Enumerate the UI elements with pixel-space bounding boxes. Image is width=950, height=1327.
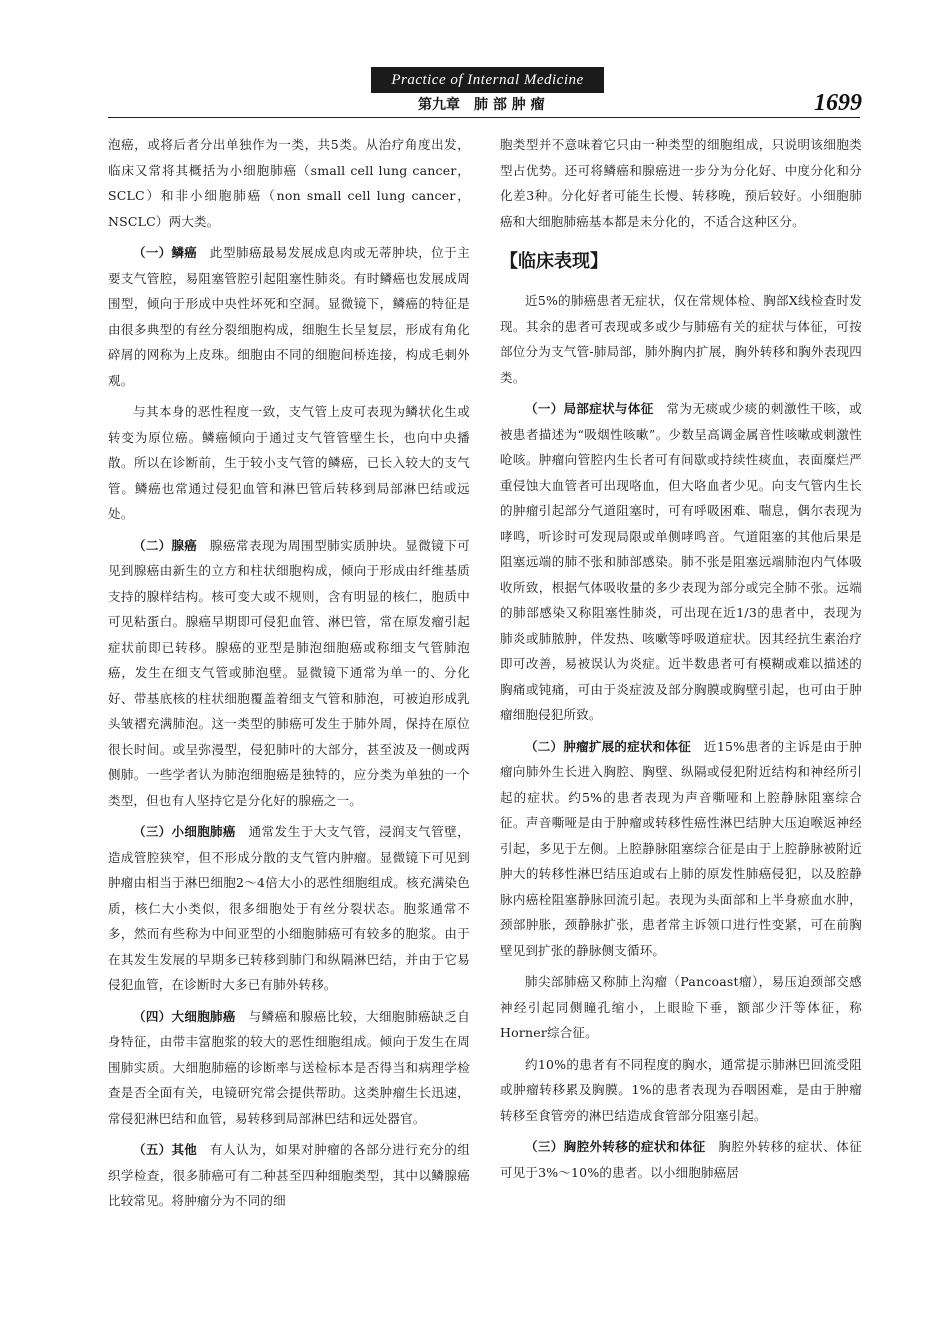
right-column	[500, 132, 862, 1292]
subheading: （三）小细胞肺癌	[133, 824, 236, 839]
paragraph	[500, 1134, 862, 1185]
subheading: （一）局部症状与体征	[525, 401, 654, 416]
paragraph-text: 近5%的肺癌患者无症状，仅在常规体检、胸部X线检查时发现。其余的患者可表现或多或少与肺癌有关的症状与体征，可按部位分为支气管-肺局部，肺外胸内扩展，胸外转移和胸外表现四类。	[500, 293, 862, 385]
paragraph-text: 腺癌常表现为周围型肺实质肿块。显微镜下可见到腺癌由新生的立方和柱状细胞构成，倾向于形成由纤维基质支持的腺样结构。核可变大或不规则，含有明显的核仁，胞质中可见粘蛋白。腺癌早期即可侵犯血管、淋巴管，常在原发瘤引起症状前即已转移。腺癌的亚型是肺泡细胞癌或称细支气管肺泡癌，发生在细支气管或肺泡壁。显微镜下通常为单一的、分化好、带基底核的柱状细胞覆盖着细支气管和肺泡，可被迫形成乳头皱褶充满肺泡。这一类型的肺癌可发生于肺外周，保持在原位很长时间。或呈弥漫型，侵犯肺叶的大部分，甚至波及一侧或两侧肺。一些学者认为肺泡细胞癌是独特的，应分类为单独的一个类型，但也有人坚持它是分化好的腺癌之一。	[108, 537, 470, 808]
paragraph-text: 约10%的患者有不同程度的胸水，通常提示肺淋巴回流受阻或肿瘤转移累及胸膜。1%的患者表现为吞咽困难，是由于肿瘤转移至食管旁的淋巴结造成食管部分阻塞引起。	[500, 1056, 862, 1123]
paragraph	[500, 396, 862, 728]
subheading: （四）大细胞肺癌	[133, 1008, 236, 1024]
paragraph	[108, 819, 470, 998]
subheading: （三）胸腔外转移的症状和体征	[525, 1139, 706, 1154]
paragraph	[500, 1052, 862, 1129]
paragraph-text: 近15%患者的主诉是由于肿瘤向肺外生长进入胸腔、胸壁、纵隔或侵犯附近结构和神经所引起的症状。约5%的患者表现为声音嘶哑和上腔静脉阻塞综合征。声音嘶哑是由于肿瘤或转移性癌性淋巴结肿大压迫喉返神经引起，多见于左侧。上腔静脉阻塞综合征是由于上腔静脉被附近肿大的转移性淋巴结压迫或右上肺的原发性肺癌侵犯，以及腔静脉内癌栓阻塞静脉回流引起。表现为头面部和上半身瘀血水肿，颈部肿胀，颈静脉扩张，患者常主诉领口进行性变紧，可在前胸壁见到扩张的静脉侧支循环。	[500, 738, 862, 958]
paragraph-text: 有人认为，如果对肿瘤的各部分进行充分的组织学检查，很多肺癌可有二种甚至四种细胞类型，其中以鳞腺癌比较常见。将肿瘤分为不同的细	[108, 1142, 470, 1208]
paragraph-text: 胞类型并不意味着它只由一种类型的细胞组成，只说明该细胞类型占优势。还可将鳞癌和腺癌进一步分为分化好、中度分化和分化差3种。分化好者可能生长慢、转移晚，预后较好。小细胞肺癌和大细胞肺癌基本都是未分化的，不适合这种区分。	[500, 137, 862, 229]
paragraph-text: 肺尖部肺癌又称肺上沟瘤（Pancoast瘤），易压迫颈部交感神经引起同侧瞳孔缩小，上眼睑下垂，额部少汗等体征，称Horner综合征。	[500, 974, 862, 1040]
journal-banner: Practice of Internal Medicine	[371, 67, 604, 93]
subheading: （二）肿瘤扩展的症状和体征	[525, 738, 692, 754]
paragraph-text: 胸腔外转移的症状、体征可见于3%～10%的患者。以小细胞肺癌居	[500, 1139, 862, 1180]
paragraph	[500, 288, 862, 390]
subheading: （五）其他	[133, 1142, 198, 1157]
paragraph	[500, 132, 862, 234]
paragraph	[108, 1137, 470, 1214]
paragraph-text: 常为无痰或少痰的刺激性干咳，或被患者描述为“吸烟性咳嗽”。少数呈高调金属音性咳嗽或刺激性呛咳。肿瘤向管腔内生长者可有间歇或持续性痰血，表面糜烂严重侵蚀大血管者可出现咯血，但大咯血者少见。向支气管内生长的肿瘤引起部分气道阻塞时，可有呼吸困难、喘息，偶尔表现为哮鸣，听诊时可发现局限或单侧哮鸣音。气道阻塞的其他后果是阻塞远端的肺不张和肺部感染。肺不张是阻塞远端肺泡内气体吸收所致，根据气体吸收量的多少表现为部分或完全肺不张。远端的肺部感染又称阻塞性肺炎，可出现在近1/3的患者中，表现为肺炎或肺脓肿，伴发热、咳嗽等呼吸道症状。因其经抗生素治疗即可改善，易被误认为炎症。近半数患者可有模糊或难以描述的胸痛或钝痛，可由于炎症波及部分胸膜或胸壁引起，也可由于肿瘤细胞侵犯所致。	[500, 401, 862, 722]
paragraph	[108, 533, 470, 814]
page-number: 1699	[814, 90, 862, 116]
subheading: （二）腺癌	[133, 537, 198, 553]
section-heading: 【临床表现】	[500, 251, 608, 272]
paragraph	[108, 132, 470, 234]
header-rule	[108, 117, 860, 118]
paragraph-text: 泡癌，或将后者分出单独作为一类，共5类。从治疗角度出发，临床又常将其概括为小细胞肺癌（small cell lung cancer，SCLC）和非小细胞肺癌（non small cell lung cancer，NSCLC）两大类。	[108, 137, 470, 229]
paragraph-text: 与鳞癌和腺癌比较，大细胞肺癌缺乏自身特征，由带丰富胞浆的较大的恶性细胞组成。倾向于发生在周围肺实质。大细胞肺癌的诊断率与送检标本是否得当和病理学检查是否全面有关，电镜研究常会提供帮助。这类肿瘤生长迅速，常侵犯淋巴结和血管，易转移到局部淋巴结和远处器官。	[108, 1008, 470, 1126]
paragraph-text: 此型肺癌最易发展成息肉或无蒂肿块，位于主要支气管腔，易阻塞管腔引起阻塞性肺炎。有时鳞癌也发展成周围型，倾向于形成中央性坏死和空洞。显微镜下，鳞癌的特征是由很多典型的有丝分裂细胞构成，细胞生长呈复层，形成有角化碎屑的网称为上皮珠。细胞由不同的细胞间桥连接，构成毛刺外观。	[108, 245, 470, 388]
paragraph-text: 与其本身的恶性程度一致，支气管上皮可表现为鳞状化生或转变为原位癌。鳞癌倾向于通过支气管管壁生长，也向中央播散。所以在诊断前，生于较小支气管的鳞癌，已长入较大的支气管。鳞癌也常通过侵犯血管和淋巴管后转移到局部淋巴结或远处。	[108, 404, 470, 521]
paragraph	[108, 399, 470, 527]
paragraph	[500, 734, 862, 964]
paragraph	[108, 1004, 470, 1132]
left-column	[108, 132, 470, 1292]
paragraph	[108, 240, 470, 393]
chapter-title: 第九章 肺 部 肿 瘤	[418, 97, 545, 113]
paragraph	[500, 969, 862, 1046]
paragraph-text: 通常发生于大支气管，浸润支气管壁，造成管腔狭窄，但不形成分散的支气管内肿瘤。显微镜下可见到肿瘤由相当于淋巴细胞2～4倍大小的恶性细胞组成。核充满染色质，核仁大小类似，很多细胞处于有丝分裂状态。胞浆通常不多，然而有些称为中间亚型的小细胞肺癌可有较多的胞浆。由于在其发生发展的早期多已转移到肺门和纵隔淋巴结，并由于它易侵犯血管，在诊断时大多已有肺外转移。	[108, 824, 470, 992]
subheading: （一）鳞癌	[133, 245, 198, 260]
